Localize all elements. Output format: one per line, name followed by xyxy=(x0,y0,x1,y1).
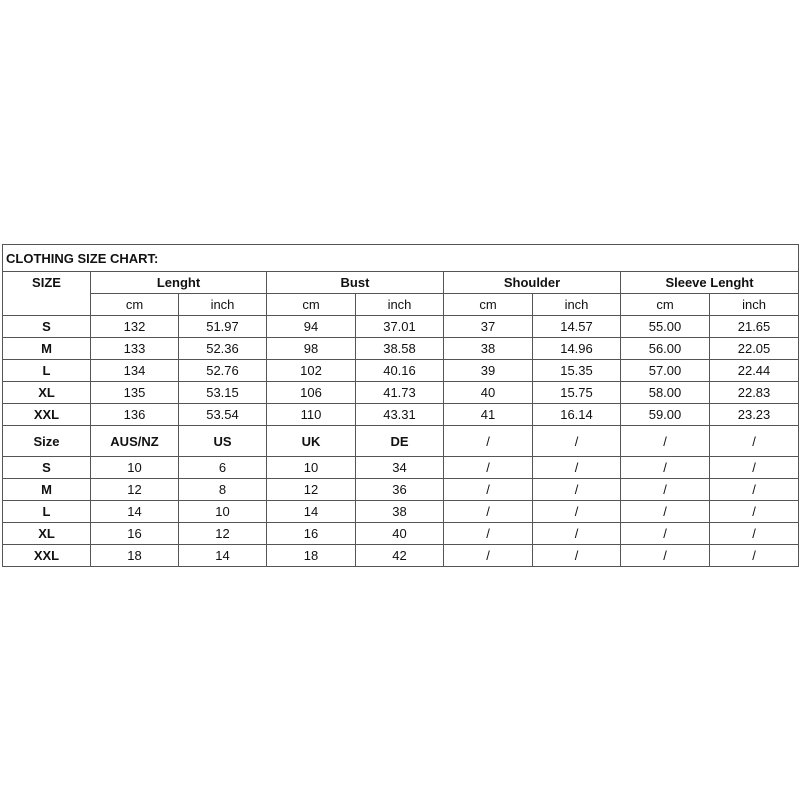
unit-header-row xyxy=(3,294,799,316)
conversion-cell: / xyxy=(710,457,799,479)
measurement-cell: 102 xyxy=(267,360,356,382)
measurement-cell: 135 xyxy=(91,382,179,404)
measurement-cell: 106 xyxy=(267,382,356,404)
measurement-cell: 38 xyxy=(444,338,533,360)
unit-header: cm xyxy=(267,294,356,316)
unit-header: inch xyxy=(533,294,621,316)
measurement-cell: 52.36 xyxy=(179,338,267,360)
conversion-cell: / xyxy=(621,457,710,479)
size-label: L xyxy=(3,360,91,382)
size-label: L xyxy=(3,501,91,523)
conversion-cell: / xyxy=(710,501,799,523)
conversion-row xyxy=(3,479,799,501)
measurement-cell: 134 xyxy=(91,360,179,382)
conversion-cell: 12 xyxy=(91,479,179,501)
conversion-cell: / xyxy=(533,545,621,567)
measurement-cell: 52.76 xyxy=(179,360,267,382)
conversion-header: UK xyxy=(267,426,356,457)
measurement-cell: 136 xyxy=(91,404,179,426)
group-header-length: Lenght xyxy=(91,272,267,294)
measurement-row xyxy=(3,316,799,338)
measurement-cell: 37 xyxy=(444,316,533,338)
conversion-header: / xyxy=(710,426,799,457)
conversion-header-row xyxy=(3,426,799,457)
measurement-cell: 22.05 xyxy=(710,338,799,360)
conversion-row xyxy=(3,457,799,479)
conversion-cell: / xyxy=(710,545,799,567)
unit-header: cm xyxy=(91,294,179,316)
size-chart-table xyxy=(2,244,799,567)
measurement-cell: 57.00 xyxy=(621,360,710,382)
conversion-cell: 16 xyxy=(267,523,356,545)
conversion-header: Size xyxy=(3,426,91,457)
measurement-row xyxy=(3,404,799,426)
conversion-row xyxy=(3,545,799,567)
conversion-row xyxy=(3,501,799,523)
conversion-cell: / xyxy=(533,523,621,545)
size-label: M xyxy=(3,479,91,501)
size-label: S xyxy=(3,457,91,479)
conversion-cell: 10 xyxy=(267,457,356,479)
conversion-header: / xyxy=(444,426,533,457)
conversion-cell: 36 xyxy=(356,479,444,501)
group-header-bust: Bust xyxy=(267,272,444,294)
conversion-cell: / xyxy=(444,501,533,523)
conversion-cell: 14 xyxy=(267,501,356,523)
measurement-cell: 58.00 xyxy=(621,382,710,404)
measurement-cell: 16.14 xyxy=(533,404,621,426)
conversion-cell: / xyxy=(621,501,710,523)
measurement-cell: 23.23 xyxy=(710,404,799,426)
conversion-cell: / xyxy=(444,457,533,479)
unit-header: inch xyxy=(179,294,267,316)
conversion-header: DE xyxy=(356,426,444,457)
conversion-cell: 10 xyxy=(179,501,267,523)
conversion-cell: / xyxy=(710,479,799,501)
unit-header: inch xyxy=(356,294,444,316)
measurement-cell: 14.96 xyxy=(533,338,621,360)
measurement-cell: 56.00 xyxy=(621,338,710,360)
unit-header: cm xyxy=(444,294,533,316)
measurement-cell: 98 xyxy=(267,338,356,360)
measurement-cell: 51.97 xyxy=(179,316,267,338)
measurement-cell: 38.58 xyxy=(356,338,444,360)
conversion-header: / xyxy=(533,426,621,457)
measurement-cell: 22.44 xyxy=(710,360,799,382)
size-label: XL xyxy=(3,523,91,545)
conversion-cell: 38 xyxy=(356,501,444,523)
measurement-cell: 22.83 xyxy=(710,382,799,404)
measurement-cell: 53.54 xyxy=(179,404,267,426)
measurement-row xyxy=(3,338,799,360)
measurement-cell: 133 xyxy=(91,338,179,360)
measurement-cell: 53.15 xyxy=(179,382,267,404)
conversion-cell: 14 xyxy=(179,545,267,567)
measurement-cell: 94 xyxy=(267,316,356,338)
conversion-cell: / xyxy=(621,479,710,501)
group-header-shoulder: Shoulder xyxy=(444,272,621,294)
conversion-cell: 42 xyxy=(356,545,444,567)
conversion-cell: 40 xyxy=(356,523,444,545)
conversion-cell: 18 xyxy=(91,545,179,567)
conversion-cell: / xyxy=(710,523,799,545)
chart-title: CLOTHING SIZE CHART: xyxy=(3,245,799,272)
measurement-cell: 59.00 xyxy=(621,404,710,426)
conversion-cell: 12 xyxy=(267,479,356,501)
measurement-cell: 21.65 xyxy=(710,316,799,338)
measurement-cell: 110 xyxy=(267,404,356,426)
size-label: XXL xyxy=(3,404,91,426)
size-label: XL xyxy=(3,382,91,404)
size-label: M xyxy=(3,338,91,360)
size-chart xyxy=(2,244,798,567)
measurement-row xyxy=(3,382,799,404)
measurement-cell: 40.16 xyxy=(356,360,444,382)
conversion-cell: / xyxy=(444,545,533,567)
conversion-header: AUS/NZ xyxy=(91,426,179,457)
conversion-cell: 18 xyxy=(267,545,356,567)
conversion-cell: / xyxy=(444,479,533,501)
measurement-cell: 132 xyxy=(91,316,179,338)
conversion-cell: 10 xyxy=(91,457,179,479)
size-label: XXL xyxy=(3,545,91,567)
conversion-cell: / xyxy=(533,457,621,479)
conversion-cell: / xyxy=(533,479,621,501)
measurement-cell: 55.00 xyxy=(621,316,710,338)
measurement-cell: 15.75 xyxy=(533,382,621,404)
unit-header: inch xyxy=(710,294,799,316)
size-column-header: SIZE xyxy=(3,272,91,316)
conversion-header: US xyxy=(179,426,267,457)
conversion-cell: 34 xyxy=(356,457,444,479)
group-header-sleeve-length: Sleeve Lenght xyxy=(621,272,799,294)
conversion-cell: / xyxy=(621,523,710,545)
conversion-cell: 16 xyxy=(91,523,179,545)
conversion-cell: / xyxy=(621,545,710,567)
measurement-cell: 41.73 xyxy=(356,382,444,404)
measurement-cell: 43.31 xyxy=(356,404,444,426)
group-header-row xyxy=(3,272,799,294)
measurement-row xyxy=(3,360,799,382)
conversion-row xyxy=(3,523,799,545)
measurement-cell: 40 xyxy=(444,382,533,404)
measurement-cell: 39 xyxy=(444,360,533,382)
size-label: S xyxy=(3,316,91,338)
conversion-cell: 14 xyxy=(91,501,179,523)
conversion-cell: 8 xyxy=(179,479,267,501)
conversion-cell: / xyxy=(533,501,621,523)
measurement-cell: 14.57 xyxy=(533,316,621,338)
unit-header: cm xyxy=(621,294,710,316)
conversion-cell: 12 xyxy=(179,523,267,545)
conversion-cell: 6 xyxy=(179,457,267,479)
measurement-cell: 15.35 xyxy=(533,360,621,382)
measurement-cell: 41 xyxy=(444,404,533,426)
conversion-cell: / xyxy=(444,523,533,545)
conversion-header: / xyxy=(621,426,710,457)
measurement-cell: 37.01 xyxy=(356,316,444,338)
